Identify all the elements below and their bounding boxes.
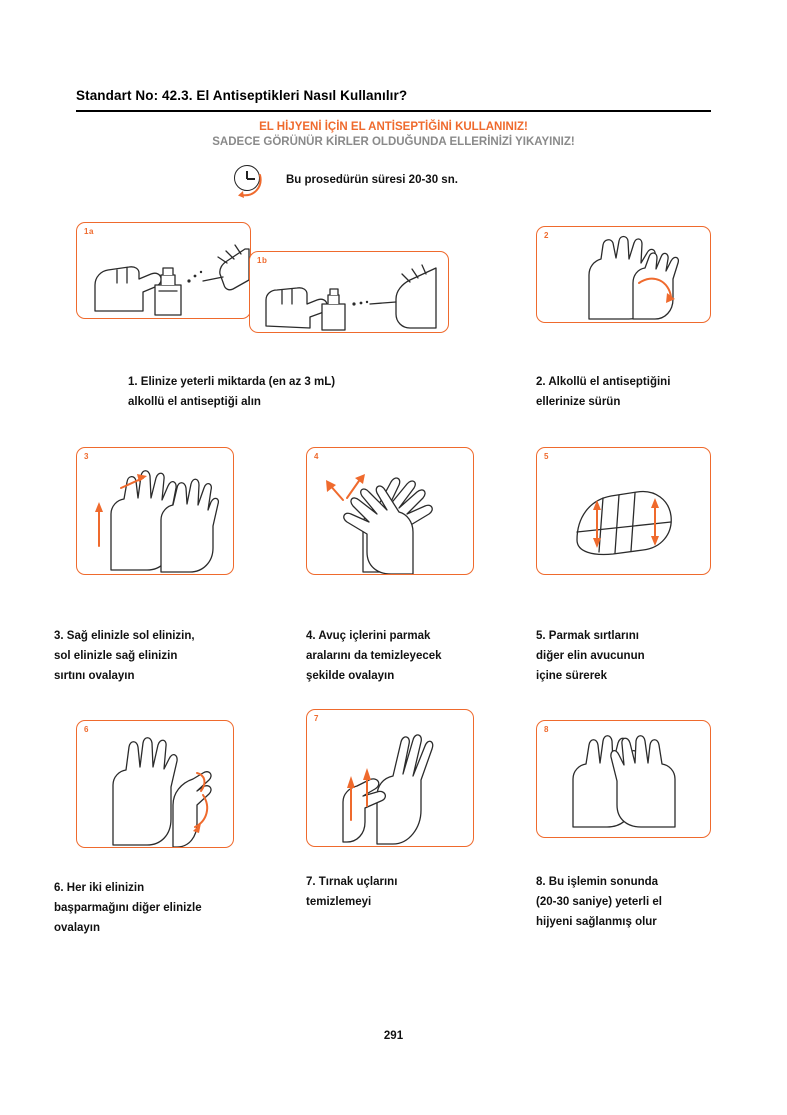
timer-illustration [228, 163, 272, 205]
panel-label: 1b [257, 256, 268, 265]
panel-1b [249, 251, 449, 333]
panel-label: 3 [84, 452, 89, 461]
caption-line: 8. Bu işlemin sonunda [536, 876, 659, 888]
caption-line: ovalayın [54, 922, 101, 934]
duration-text: Bu prosedürün süresi 20-30 sn. [286, 174, 458, 186]
caption-4 [306, 626, 521, 686]
caption-5 [536, 626, 731, 714]
illustration-clean-hands [537, 721, 711, 838]
banner [76, 120, 711, 150]
caption-3 [54, 626, 269, 686]
illustration-interlaced-fingers [307, 448, 474, 575]
panel-label: 1a [84, 227, 94, 236]
caption-line: 6. Her iki elinizin [54, 882, 145, 894]
caption-line: 7. Tırnak uçlarını [306, 876, 398, 888]
caption-8 [536, 872, 751, 932]
caption-line: alkollü el antiseptiği alın [128, 396, 261, 408]
caption-line: sırtını ovalayın [54, 670, 135, 682]
banner-line-2: SADECE GÖRÜNÜR KİRLER OLDUĞUNDA ELLERİNİZİ YIKAYINIZ! [212, 136, 575, 148]
illustration-fingertips-rub [307, 710, 474, 847]
illustration-dispenser-pump [77, 223, 251, 319]
caption-line: ellerinize sürün [536, 396, 621, 408]
panel-8 [536, 720, 711, 838]
caption-line: diğer elin avucunun [536, 650, 645, 662]
caption-line: başparmağını diğer elinizle [54, 902, 202, 914]
illustration-thumb-rub [77, 721, 234, 848]
panel-3 [76, 447, 234, 575]
curved-arrow-icon [230, 171, 264, 199]
page-title: Standart No: 42.3. El Antiseptikleri Nasıl Kullanılır? [76, 88, 408, 103]
banner-line-1: EL HİJYENİ İÇİN EL ANTİSEPTİĞİNİ KULLANINIZ! [259, 121, 528, 133]
caption-line: sol elinizle sağ elinizin [54, 650, 178, 662]
page-number: 291 [383, 1030, 404, 1042]
panel-6 [76, 720, 234, 848]
panel-label: 5 [544, 452, 549, 461]
caption-line: içine sürerek [536, 670, 607, 682]
caption-line: 5. Parmak sırtlarını [536, 630, 639, 642]
panel-label: 2 [544, 231, 549, 240]
illustration-back-of-hands [77, 448, 234, 575]
title-divider [76, 110, 711, 112]
panel-label: 7 [314, 714, 319, 723]
panel-label: 6 [84, 725, 89, 734]
panel-label: 8 [544, 725, 549, 734]
caption-6 [54, 878, 269, 938]
panel-label: 4 [314, 452, 319, 461]
illustration-palm-rub [537, 227, 711, 323]
caption-line: 3. Sağ elinizle sol elinizin, [54, 630, 195, 642]
caption-line: 4. Avuç içlerini parmak [306, 630, 431, 642]
panel-7 [306, 709, 474, 847]
caption-line: aralarını da temizleyecek [306, 650, 442, 662]
caption-line: (20-30 saniye) yeterli el [536, 896, 662, 908]
caption-2 [536, 372, 721, 412]
caption-7 [306, 872, 521, 912]
caption-line: 1. Elinize yeterli miktarda (en az 3 mL) [128, 376, 336, 388]
panel-5 [536, 447, 711, 575]
caption-line: 2. Alkollü el antiseptiğini [536, 376, 671, 388]
caption-line: hijyeni sağlanmış olur [536, 916, 657, 928]
illustration-dispenser-elbow [250, 252, 449, 333]
caption-1 [128, 372, 458, 412]
panel-4 [306, 447, 474, 575]
panel-1a [76, 222, 251, 319]
illustration-interlocked-fingers [537, 448, 711, 575]
caption-line: şekilde ovalayın [306, 670, 395, 682]
caption-line: temizlemeyi [306, 896, 372, 908]
panel-2 [536, 226, 711, 323]
